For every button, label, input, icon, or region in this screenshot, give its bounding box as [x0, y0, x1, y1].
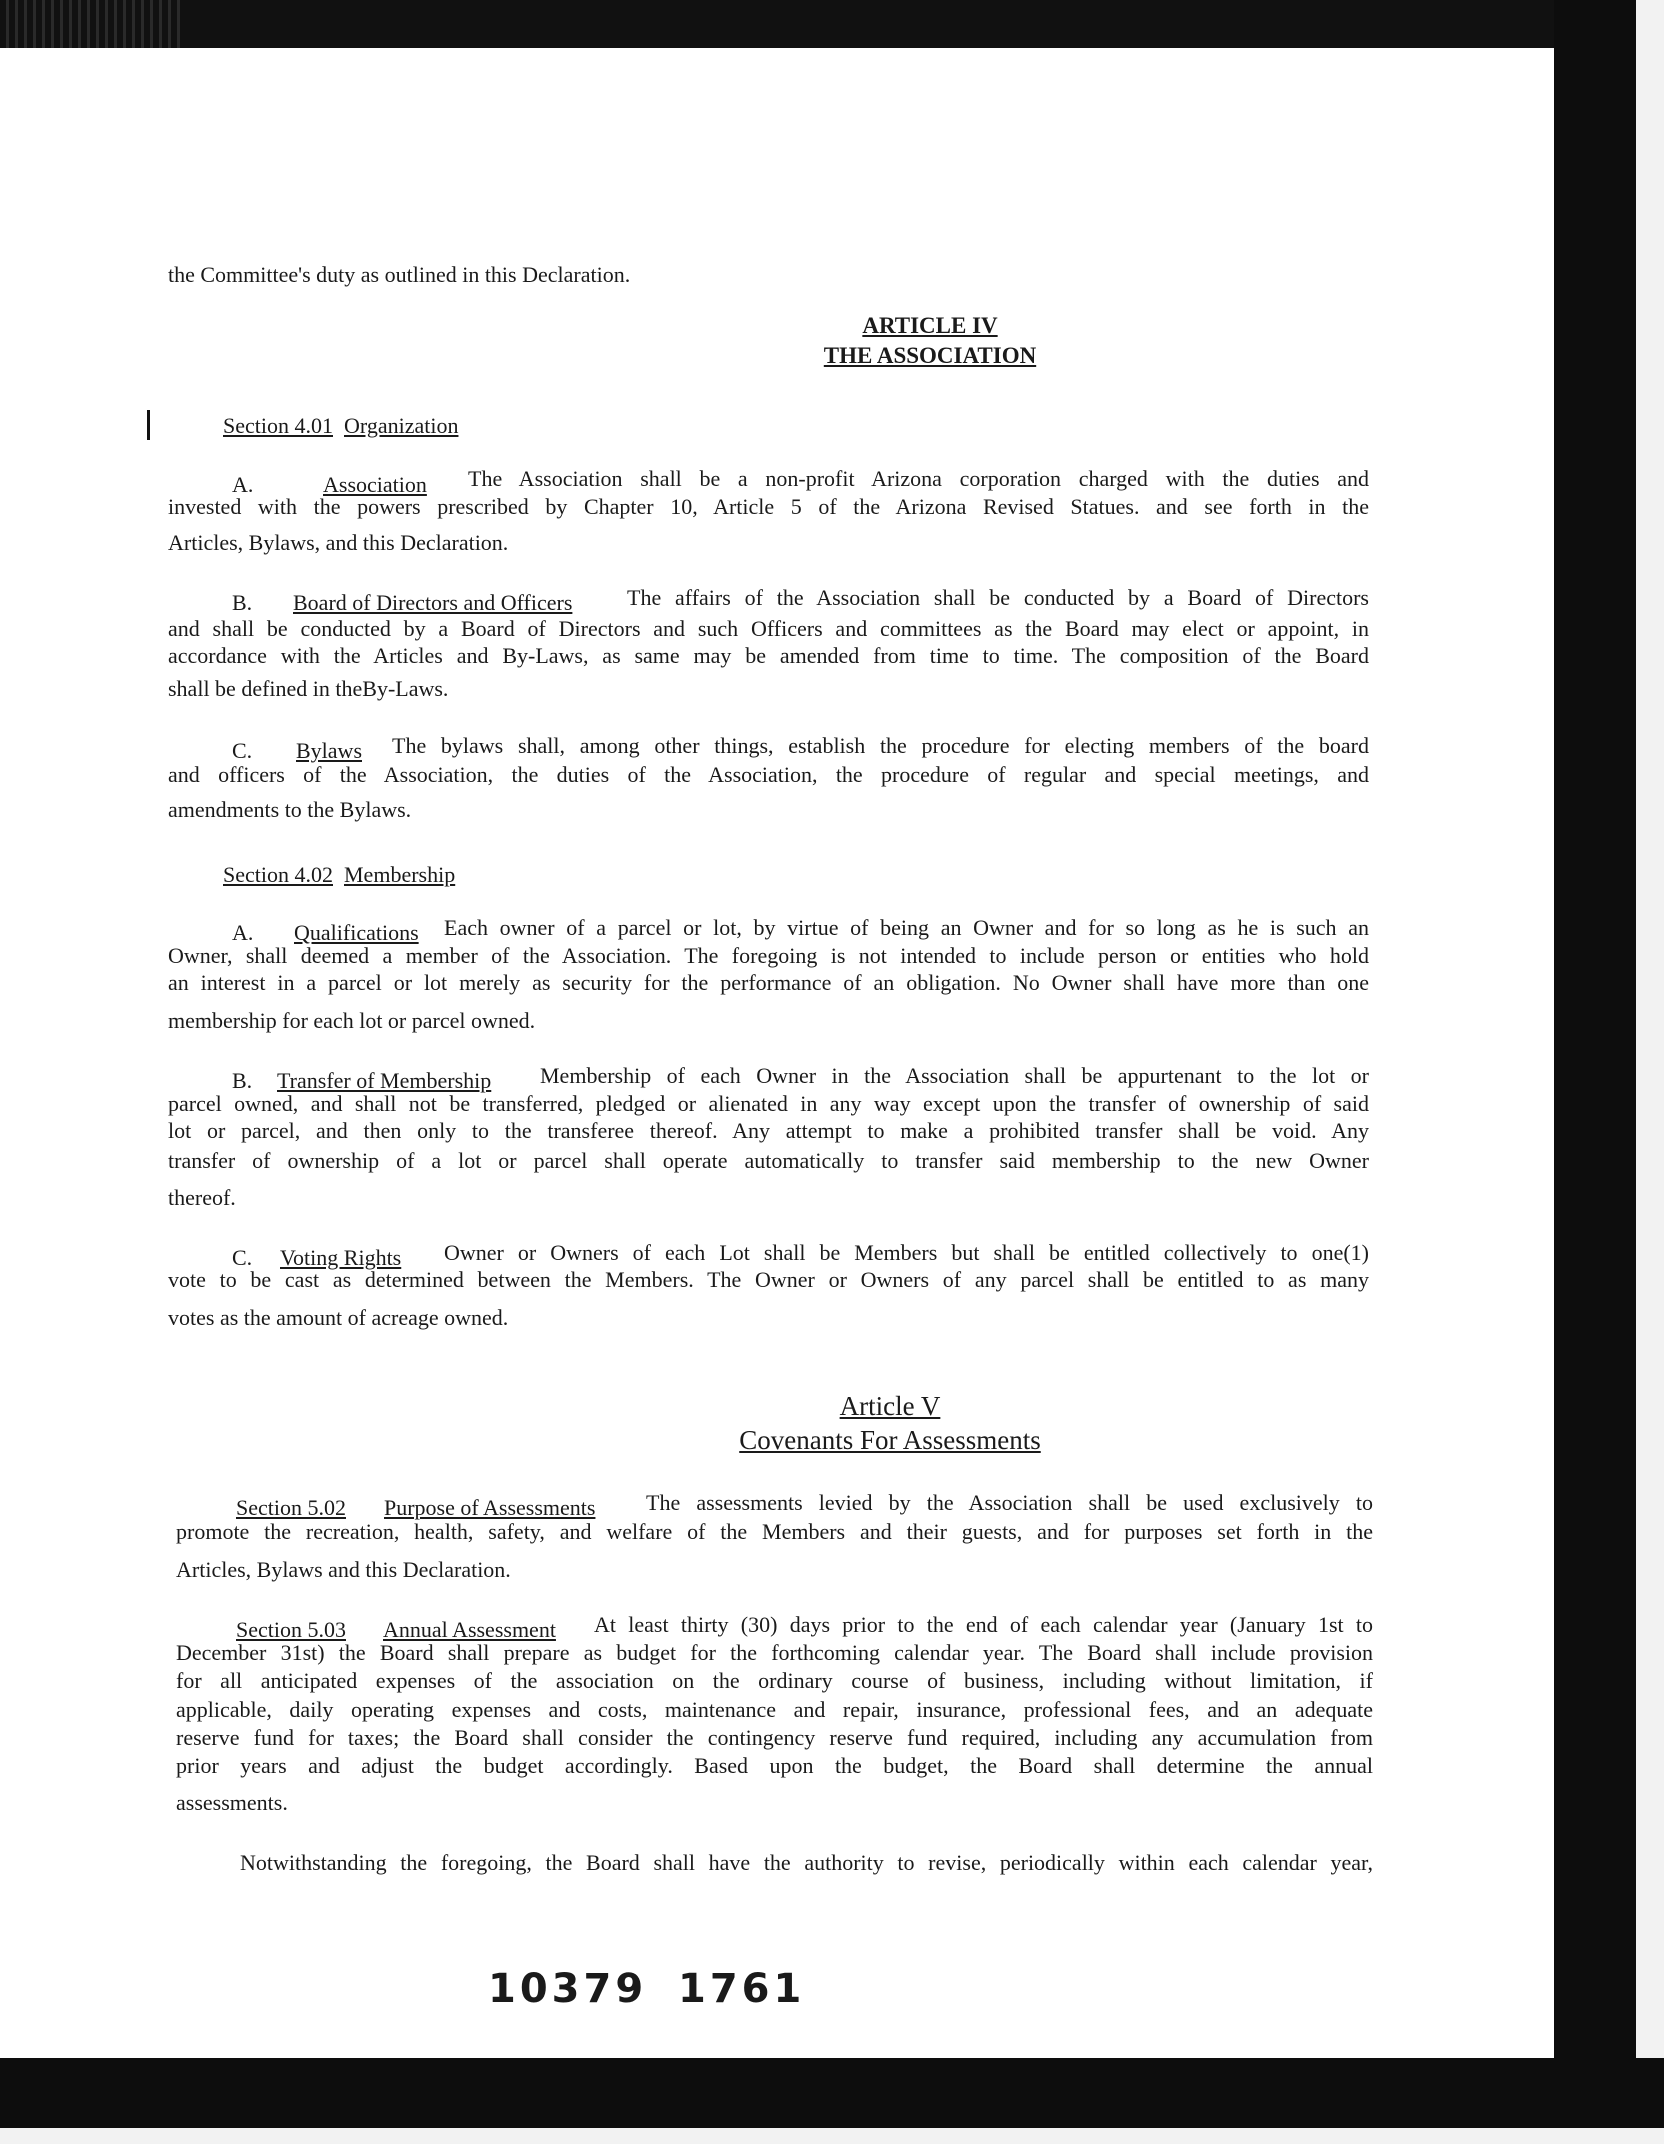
section-4-01-c-line: The bylaws shall, among other things, establish the procedure for electing members of the board — [392, 733, 1369, 758]
section-5-02-line: The assessments levied by the Association shall be used exclusively to — [646, 1490, 1373, 1515]
section-4-02-b-line: parcel owned, and shall not be transferred, pledged or alienated in any way except upon the transfer of ownership of said — [168, 1091, 1369, 1116]
section-5-02-line: Articles, Bylaws and this Declaration. — [176, 1557, 511, 1582]
section-4-02-c-title: Voting Rights — [280, 1245, 402, 1270]
section-4-01-heading — [223, 413, 458, 439]
section-5-03-title: Annual Assessment — [383, 1617, 556, 1642]
section-4-02-b-line: Membership of each Owner in the Association shall be appurtenant to the lot or — [540, 1063, 1369, 1088]
article-5-subtitle: Covenants For Assessments — [739, 1425, 1041, 1455]
section-4-02-b-line: transfer of ownership of a lot or parcel shall operate automatically to transfer said membership to the new Owner — [168, 1148, 1369, 1173]
section-4-02-b-line: thereof. — [168, 1185, 236, 1210]
section-4-01-a-line: invested with the powers prescribed by Chapter 10, Article 5 of the Arizona Revised Statues. and see forth in the — [168, 494, 1369, 519]
section-4-02-a-line: an interest in a parcel or lot merely as security for the performance of an obligation. No Owner shall have more than one — [168, 970, 1369, 995]
section-4-02-c-line: vote to be cast as determined between the Members. The Owner or Owners of any parcel shall be entitled to as many — [168, 1267, 1369, 1292]
section-4-02-a-line: Owner, shall deemed a member of the Association. The foregoing is not intended to include person or entities who hold — [168, 943, 1369, 968]
section-4-02-b-line: lot or parcel, and then only to the transferee thereof. Any attempt to make a prohibited transfer shall be void. Any — [168, 1118, 1369, 1143]
section-4-01-b-letter: B. — [232, 590, 253, 615]
section-4-02-c-line: Owner or Owners of each Lot shall be Members but shall be entitled collectively to one(1) — [444, 1240, 1369, 1265]
section-5-03-line: At least thirty (30) days prior to the end of each calendar year (January 1st to — [594, 1612, 1373, 1637]
section-4-01-b-line: shall be defined in theBy-Laws. — [168, 676, 449, 701]
section-4-01-a-line: The Association shall be a non-profit Arizona corporation charged with the duties and — [468, 466, 1369, 491]
section-4-02-a-line: membership for each lot or parcel owned. — [168, 1008, 536, 1033]
section-4-01-a-line: Articles, Bylaws, and this Declaration. — [168, 530, 509, 555]
revision-margin-bar — [147, 410, 150, 440]
section-5-02-label: Section 5.02 — [236, 1495, 346, 1520]
recording-book-number: 10379 — [488, 1966, 648, 2012]
article-5-title: Article V — [839, 1391, 941, 1421]
section-5-03-line: December 31st) the Board shall prepare as budget for the forthcoming calendar year. The Board shall include provision — [176, 1640, 1373, 1665]
section-5-03-line: prior years and adjust the budget accordingly. Based upon the budget, the Board shall determine the annual — [176, 1753, 1373, 1778]
section-4-02-heading — [223, 862, 455, 888]
section-4-02-a-letter: A. — [232, 920, 254, 945]
section-5-03-label: Section 5.03 — [236, 1617, 346, 1642]
section-4-02-label: Section 4.02 — [223, 862, 333, 887]
section-4-01-a-title: Association — [323, 472, 427, 497]
intro-line: the Committee's duty as outlined in this Declaration. — [168, 262, 631, 287]
section-4-01-b-line: and shall be conducted by a Board of Directors and such Officers and committees as the Board may elect or appoint, in — [168, 616, 1369, 641]
section-4-01-b-title: Board of Directors and Officers — [293, 590, 573, 615]
section-4-01-label: Section 4.01 — [223, 413, 333, 438]
section-4-02-a-title: Qualifications — [294, 920, 419, 945]
closing-line: Notwithstanding the foregoing, the Board shall have the authority to revise, periodically within each calendar year, — [240, 1850, 1373, 1875]
section-4-02-title: Membership — [344, 862, 456, 887]
section-4-01-title: Organization — [344, 413, 459, 438]
section-5-03-line: applicable, daily operating expenses and costs, maintenance and repair, insurance, professional fees, and an adequate — [176, 1697, 1373, 1722]
section-4-01-c-letter: C. — [232, 738, 253, 763]
section-4-01-c-line: and officers of the Association, the duties of the Association, the procedure of regular and special meetings, and — [168, 762, 1369, 787]
section-4-01-b-line: The affairs of the Association shall be conducted by a Board of Directors — [627, 585, 1369, 610]
section-4-02-b-title: Transfer of Membership — [277, 1068, 492, 1093]
section-5-02-line: promote the recreation, health, safety, and welfare of the Members and their guests, and for purposes set forth in the — [176, 1519, 1373, 1544]
article-4-title: ARTICLE IV — [862, 313, 998, 338]
section-4-02-c-letter: C. — [232, 1245, 253, 1270]
section-4-01-b-line: accordance with the Articles and By-Laws, as same may be amended from time to time. The composition of the Board — [168, 643, 1369, 668]
section-5-02-title: Purpose of Assessments — [384, 1495, 596, 1520]
article-4-subtitle: THE ASSOCIATION — [823, 343, 1037, 368]
section-4-02-c-line: votes as the amount of acreage owned. — [168, 1305, 509, 1330]
recording-page-number: 1761 — [678, 1966, 806, 2012]
section-4-01-c-line: amendments to the Bylaws. — [168, 797, 412, 822]
section-5-03-line: assessments. — [176, 1790, 288, 1815]
section-4-02-a-line: Each owner of a parcel or lot, by virtue of being an Owner and for so long as he is such an — [444, 915, 1369, 940]
section-5-03-line: for all anticipated expenses of the association on the ordinary course of business, including without limitation, if — [176, 1668, 1373, 1693]
section-4-01-a-letter: A. — [232, 472, 254, 497]
section-5-03-line: reserve fund for taxes; the Board shall consider the contingency reserve fund required, including any accumulation from — [176, 1725, 1373, 1750]
section-4-01-c-title: Bylaws — [296, 738, 362, 763]
section-4-02-b-letter: B. — [232, 1068, 253, 1093]
